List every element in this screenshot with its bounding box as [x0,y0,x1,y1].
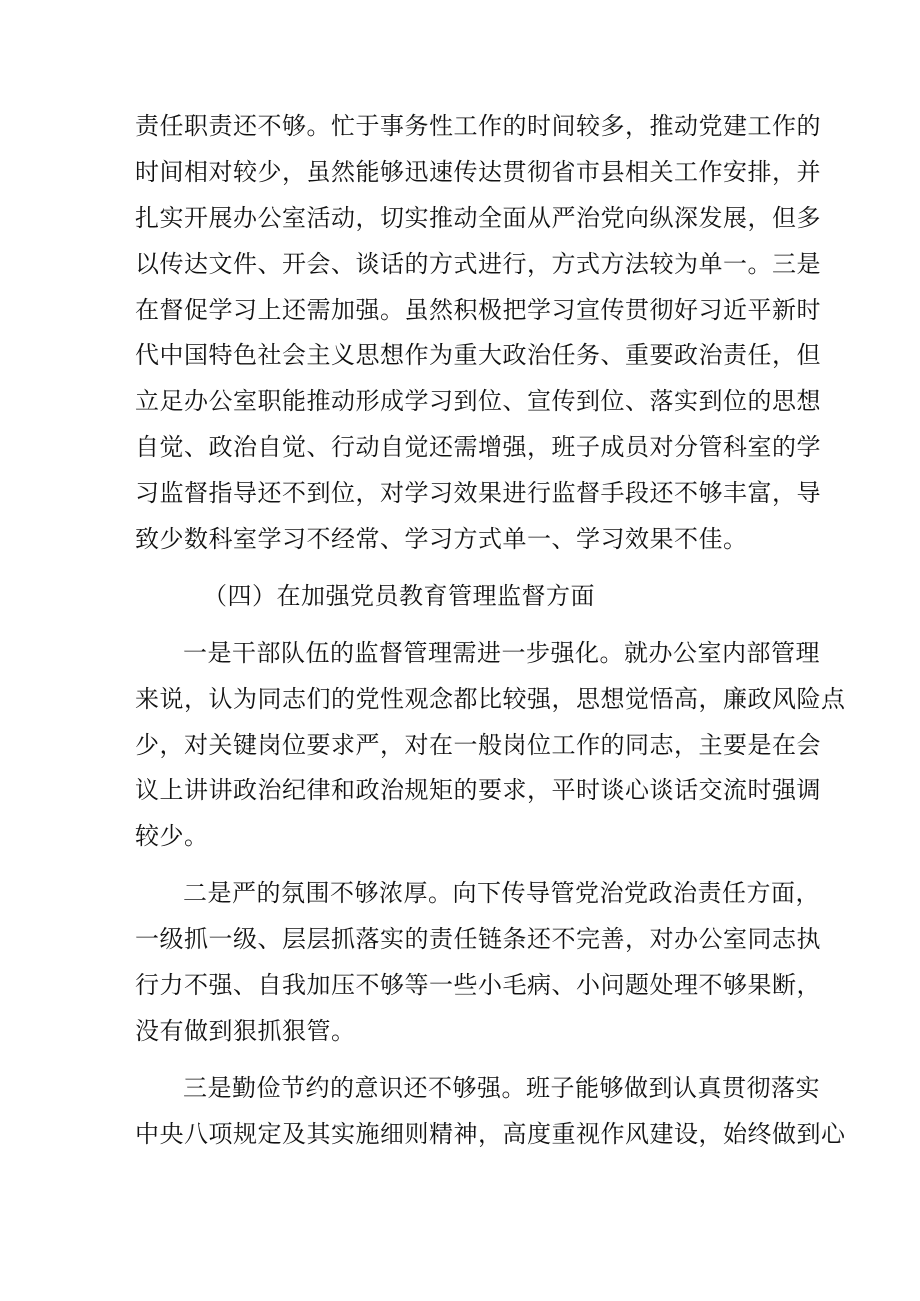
document-body [135,104,846,1158]
text-line: 少，对关键岗位要求严，对在一般岗位工作的同志，主要是在会 [135,730,821,759]
text-line: 二是严的氛围不够浓厚。向下传导管党治党政治责任方面， [183,879,820,908]
text-line: 来说，认为同志们的党性观念都比较强，思想觉悟高，廉政风险点 [135,684,846,713]
text-line: 三是勤俭节约的意识还不够强。班子能够做到认真贯彻落实 [183,1073,820,1102]
text-line: 以传达文件、开会、谈话的方式进行，方式方法较为单一。三是 [135,249,821,278]
text-line: 议上讲讲政治纪律和政治规矩的要求，平时谈心谈话交流时强调 [135,776,821,805]
text-line: 自觉、政治自觉、行动自觉还需增强，班子成员对分管科室的学 [135,433,821,462]
text-line: 致少数科室学习不经常、学习方式单一、学习效果不佳。 [135,525,748,554]
paragraph-thrift-awareness [135,1066,846,1158]
text-line: 时间相对较少，虽然能够迅速传达贯彻省市县相关工作安排，并 [135,157,821,186]
section-heading: （四）在加强党员教育管理监督方面 [203,581,595,610]
text-line: 一是干部队伍的监督管理需进一步强化。就办公室内部管理 [183,638,820,667]
paragraph-cadre-supervision [135,631,846,860]
text-line: 一级抓一级、层层抓落实的责任链条还不完善，对办公室同志执 [135,925,821,954]
paragraph-continued [135,104,821,563]
text-line: 代中国特色社会主义思想作为重大政治任务、重要政治责任，但 [135,341,821,370]
text-line: 扎实开展办公室活动，切实推动全面从严治党向纵深发展，但多 [135,203,821,232]
text-line: 中央八项规定及其实施细则精神，高度重视作风建设，始终做到心 [135,1119,846,1148]
text-line: 责任职责还不够。忙于事务性工作的时间较多，推动党建工作的 [135,112,821,140]
text-line: 习监督指导还不到位，对学习效果进行监督手段还不够丰富，导 [135,479,821,508]
text-line: 行力不强、自我加压不够等一些小毛病、小问题处理不够果断， [135,971,821,1000]
text-line: 较少。 [135,822,209,851]
text-line: 没有做到狠抓狠管。 [135,1016,356,1045]
text-line: 立足办公室职能推动形成学习到位、宣传到位、落实到位的思想 [135,387,821,416]
text-line: 在督促学习上还需加强。虽然积极把学习宣传贯彻好习近平新时 [135,295,821,324]
paragraph-strict-atmosphere [135,871,821,1055]
